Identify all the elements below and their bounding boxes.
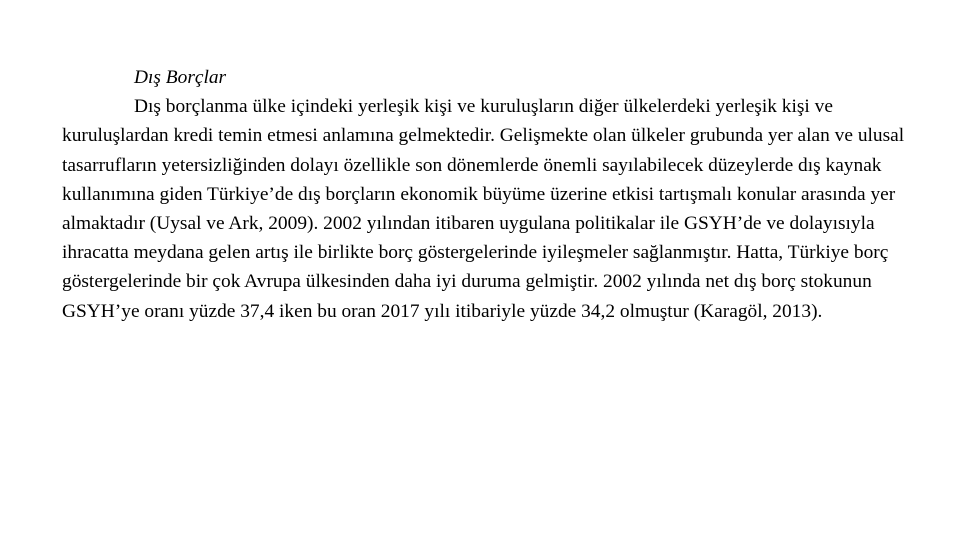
body-paragraph: Dış borçlanma ülke içindeki yerleşik kişi ve kuruluşların diğer ülkelerdeki yerleşik kişi ve kuruluşlardan kredi temin etmesi anlamına gelmektedir. Gelişmekte olan ülkeler grubunda yer alan ve ulusal tasarrufların yetersizliğinden dolayı özellikle son dönemlerde önemli sayılabilecek düzeylerde dış kaynak kullanımına giden Türkiye’de dış borçların ekonomik büyüme üzerine etkisi tartışmalı konular arasında yer almaktadır (Uysal ve Ark, 2009). 2002 yılından itibaren uygulana politikalar ile GSYH’de ve dolayısıyla ihracatta meydana gelen artış ile birlikte borç göstergelerinde iyileşmeler sağlanmıştır. Hatta, Türkiye borç göstergelerinde bir çok Avrupa ülkesinden daha iyi duruma gelmiştir. 2002 yılında net dış borç stokunun GSYH’ye oranı yüzde 37,4 iken bu oran 2017 yılı itibariyle yüzde 34,2 olmuştur (Karagöl, 2013). [62, 96, 905, 322]
text-block [62, 63, 922, 326]
section-heading: Dış Borçlar [134, 67, 227, 88]
